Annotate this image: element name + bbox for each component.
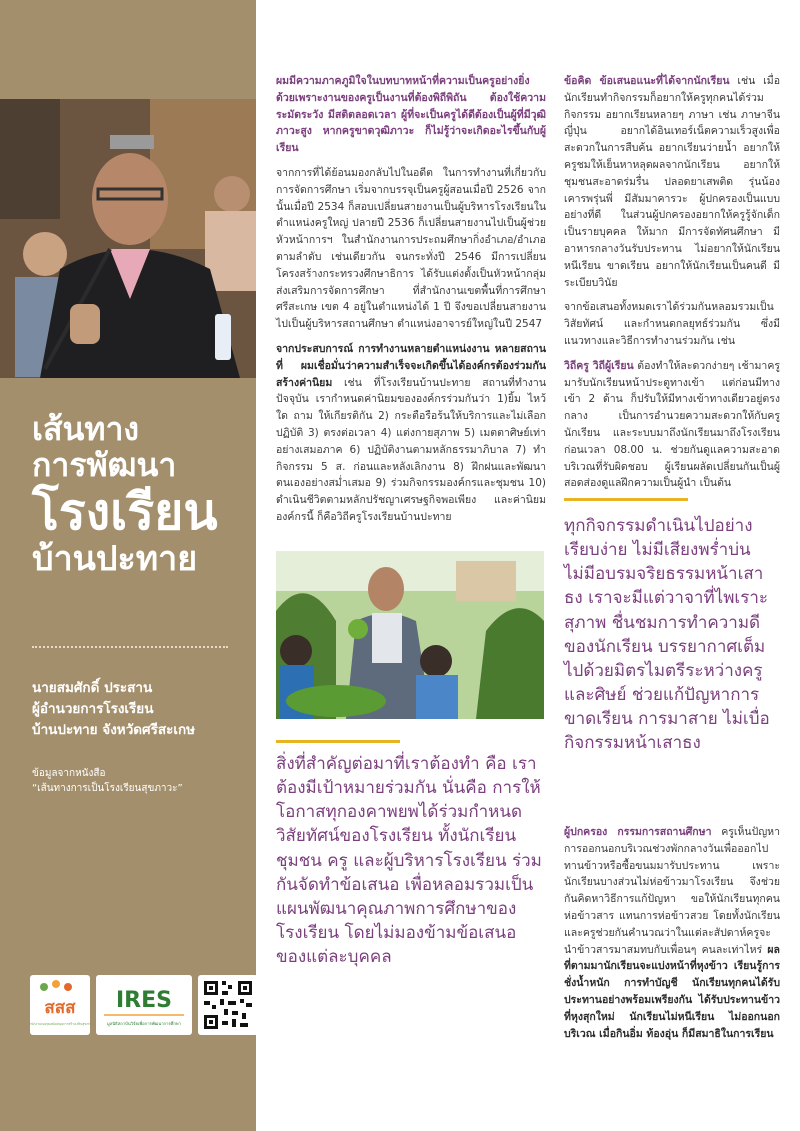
pull-quote-1: สิ่งที่สำคัญต่อมาที่เราต้องทำ คือ เราต้องมีเป้าหมายร่วมกัน นั่นคือ การให้โอกาสทุกองคาพยพได้ร่วมกำหนดวิสัยทัศน์ของโรงเรียน ทั้งนักเรียน ชุมชน ครู และผู้บริหารโรงเรียน ร่วมกันจัดทำข้อเสนอ เพื่อหลอมรวมเป็นแผนพัฒนาคุณภาพการศึกษาของโรงเรียน โดยไม่มองข้ามข้อเสนอของแต่ละบุคคล (276, 754, 542, 967)
sss-logo-mark (30, 975, 90, 1035)
career-paragraph: จากการที่ได้ย้อนมองกลับไปในอดีต ในการทำงานที่เกี่ยวกับการจัดการศึกษา เริ่มจากบรรจุเป็นครูผู้สอนเมื่อปี 2526 จากนั้นเมื่อปี 2534 ก็สอบเปลี่ยนสายงานเป็นผู้บริหารโรงเรียนในตำแหน่งครูใหญ่ ปลายปี 2536 ก็เปลี่ยนสายงานไปเป็นผู้ช่วยหัวหน้าการฯ ในสำนักงานการประถมศึกษากิ่งอำเภอ/อำเภอ ตามลำดับ เช่นเดียวกัน จนกระทั่งปี 2546 มีการเปลี่ยนโครงสร้างกระทรวงศึกษาธิการ ได้รับแต่งตั้งเป็นหัวหน้ากลุ่มส่งเสริมการจัดการศึกษา ที่สำนักงานเขตพื้นที่การศึกษาศรีสะเกษ เขต 4 อยู่ในตำแหน่งได้ 1 ปี จึงขอเปลี่ยนสายงานไปเป็นผู้บริหารสถานศึกษา ตำแหน่งอาจารย์ใหญ่ในปี 2547 (276, 166, 546, 331)
cover-title (32, 412, 247, 578)
qr-code (198, 975, 258, 1035)
qr-code-icon (198, 975, 258, 1035)
ires-logo-text: IRES (116, 988, 172, 1013)
author-block (32, 678, 242, 741)
title-line-3: โรงเรียน (32, 482, 218, 541)
student-feedback-body: เช่น เมื่อนักเรียนทำกิจกรรมก็อยากให้ครูทุกคนได้ร่วมกิจกรรม อยากเรียนหลายๆ ภาษา เช่น ภาษาจีน ญี่ปุ่น อยากได้อินเทอร์เน็ตความเร็วสูงเพื่อสะดวกในการสืบค้น อยากเรียนว่ายน้ำ อยากให้ครูชมให้เย็นหาหลุดผลจากนักเรียน อยากให้ชุมชนสะอาดร่มรื่น ปลอดยาเสพติด รุ่นน้องเคารพรุ่นพี่ มีสัมมาคารวะ ผู้ปกครองเป็นแบบอย่างที่ดี ในส่วนผู้ปกครองอยากให้ครูรู้จักเด็กเป็นรายบุคคล ให้มาก มีการจัดทัศนศึกษา มีอาหารกลางวันรับประทาน ไม่อยากให้นักเรียนหนีเรียน ขาดเรียน อยากให้นักเรียนเป็นคนดี มีระเบียบวินัย (564, 75, 780, 289)
title-line-1: เส้นทาง (32, 410, 140, 448)
garden-illustration (276, 551, 544, 719)
teacher-way-paragraph (564, 358, 780, 492)
title-line-2: การพัฒนา (32, 445, 177, 484)
article-column-3 (564, 824, 780, 1050)
parents-paragraph (564, 824, 780, 1042)
parents-body: ครูเห็นปัญหาการออกนอกบริเวณช่วงพักกลางวันเพื่อออกไปทานข้าวหรือซื้อขนมมารับประทาน เพราะนักเรียนบางส่วนไม่ห่อข้าวมาโรงเรียน จึงช่วยกันคิดหาวิธีการแก้ปัญหา ขอให้นักเรียนทุกคนห่อข้าวสาร แทนการห่อข้าวสวย โดยทั้งนักเรียนและครูช่วยกันคำนวณว่าในแต่ละสัปดาห์ครูจะนำข้าวสารมาสมทบกับเพื่อนๆ คนละเท่าไหร่ (564, 826, 780, 956)
title-line-4: บ้านปะทาย (32, 538, 198, 579)
parents-result: ผลที่ตามมานักเรียนจะแบ่งหน้าที่หุงข้าว เรียนรู้การชั่งน้ำหนัก การทำบัญชี นักเรียนทุกคนได้รับประทานอย่างพร้อมเพรียงกัน ได้รับประทานข้าวที่หุงสุกใหม่ นักเรียนไม่หนีเรียน ไม่ออกนอกบริเวณ เมื่อกินอิ่ม ท้องอุ่น ก็มีสมาธิในการเรียน (564, 943, 780, 1040)
principal-with-students-photo (276, 551, 544, 719)
principal-photo (0, 99, 256, 378)
source-note (32, 767, 242, 796)
values-paragraph (276, 341, 546, 526)
source-line-2: “เส้นทางการเป็นโรงเรียนสุขภาวะ” (32, 782, 183, 794)
student-feedback-paragraph (564, 73, 780, 291)
dotted-divider (32, 646, 228, 648)
author-school: บ้านปะทาย จังหวัดศรีสะเกษ (32, 721, 196, 738)
teacher-way-lead: วิถีครู วิถีผู้เรียน (564, 359, 634, 372)
source-line-1: ข้อมูลจากหนังสือ (32, 768, 106, 779)
pull-quote-2: ทุกกิจกรรมดำเนินไปอย่างเรียบง่าย ไม่มีเสียงพร่ำบ่น ไม่มีอบรมจริยธรรมหน้าเสาธง เราจะมีแต่วาจาที่ไพเราะสุภาพ ชื่นชมการทำความดีของนักเรียน บรรยากาศเต็มไปด้วยมิตรไมตรีระหว่างครูและศิษย์ ช่วยแก้ปัญหาการขาดเรียน การมาสาย ไม่เบื่อกิจกรรมหน้าเสาธง (564, 516, 770, 754)
values-lead: จากประสบการณ์ การทำงานหลายตำแหน่งงาน หลายสถานที่ ผมเชื่อมั่นว่าความสำเร็จจะเกิดขึ้นได้องค์กรต้องร่วมกันสร้างค่านิยม (276, 342, 546, 389)
values-body: เช่น ที่โรงเรียนบ้านปะทาย สถานที่ทำงานปัจจุบัน เรากำหนดค่านิยมขององค์กรร่วมกันว่า 1)ยิ้ม ไหว้ ใด ถาม ให้เกียรติกัน 2) กระตือรือร้นให้บริการและไม่เลือกปฏิบัติ 3) ตรงต่อเวลา 4) แต่งกายสุภาพ 5) เมตตาศิษย์เท่าอย่างเสมอภาค 6) ปฏิบัติงานตามหลักธรรมาภิบาล 7) ทำกิจกรรม 5 ส. ก่อนและหลังเลิกงาน 8) ฝึกฝนและพัฒนาตนเองอย่างสม่ำเสมอ 9) ร่วมกิจกรรมองค์กรและชุมชน 10) ดำเนินชีวิตตามหลักปรัชญาเศรษฐกิจพอเพียง และค่านิยมองค์กรนี้ ก็คือวิถีครูโรงเรียนบ้านปะทาย (276, 376, 546, 523)
article-column-2 (564, 73, 780, 500)
ires-logo (96, 975, 192, 1035)
sss-logo-sub: สำนักงานกองทุนสนับสนุนการสร้างเสริมสุขภาพ (30, 1022, 90, 1026)
student-feedback-lead: ข้อคิด ข้อเสนอแนะที่ได้จากนักเรียน (564, 75, 730, 87)
parents-lead: ผู้ปกครอง กรรมการสถานศึกษา (564, 826, 712, 838)
intro-paragraph: ผมมีความภาคภูมิใจในบทบาทหน้าที่ความเป็นครูอย่างยิ่ง ด้วยเพราะงานของครูเป็นงานที่ต้องพิถีพิถัน ต้องใช้ความระมัดระวัง มีสติตลอดเวลา ผู้ที่จะเป็นครูได้ดีต้องเป็นผู้ที่มีวุฒิภาวะสูง หากครูขาดวุฒิภาวะ ก็ไม่รู้ว่าจะเกิดอะไรขึ้นกับผู้เรียน (276, 75, 546, 155)
pull-quote-rule-1 (276, 740, 400, 743)
author-role: ผู้อำนวยการโรงเรียน (32, 700, 154, 717)
author-name: นายสมศักดิ์ ประสาน (32, 680, 153, 696)
article-column-1 (276, 73, 546, 534)
vision-paragraph: จากข้อเสนอทั้งหมดเราได้ร่วมกันหลอมรวมเป็นวิสัยทัศน์ และกำหนดกลยุทธ์ร่วมกัน ซึ่งมีแนวทางและวิธีการทำงานร่วมกัน เช่น (564, 301, 780, 347)
principal-illustration (0, 99, 256, 378)
sss-logo-text: สสส (44, 998, 76, 1018)
logo-strip (30, 975, 230, 1035)
ires-logo-sub: มูลนิธิสถาบันวิจัยเพื่อการพัฒนาการศึกษา (106, 1021, 182, 1026)
pull-quote-rule-2 (564, 498, 688, 501)
ires-logo-mark (96, 975, 192, 1035)
teacher-way-body: ต้องทำให้ละดวกง่ายๆ เช้ามาครูมารับนักเรียนหน้าประตูทางเข้า แต่ก่อนมีทางเข้า 2 ด้าน ก็ปรับให้มีทางเข้าทางเดียวอยู่ตรงกลาง เป็นการอำนวยความสะดวกให้กับครู นักเรียน และระบบมาถึงนักเรียนมาถึงโรงเรียนก่อนเวลา 08.00 น. ช่วยกันดูแลความสะอาดบริเวณที่รับผิดชอบ ผู้เรียนผลัดเปลี่ยนกันเป็นผู้สอดส่องดูแลฝึกความเป็นผู้นำ เป็นต้น (564, 359, 780, 490)
sss-logo (30, 975, 90, 1035)
